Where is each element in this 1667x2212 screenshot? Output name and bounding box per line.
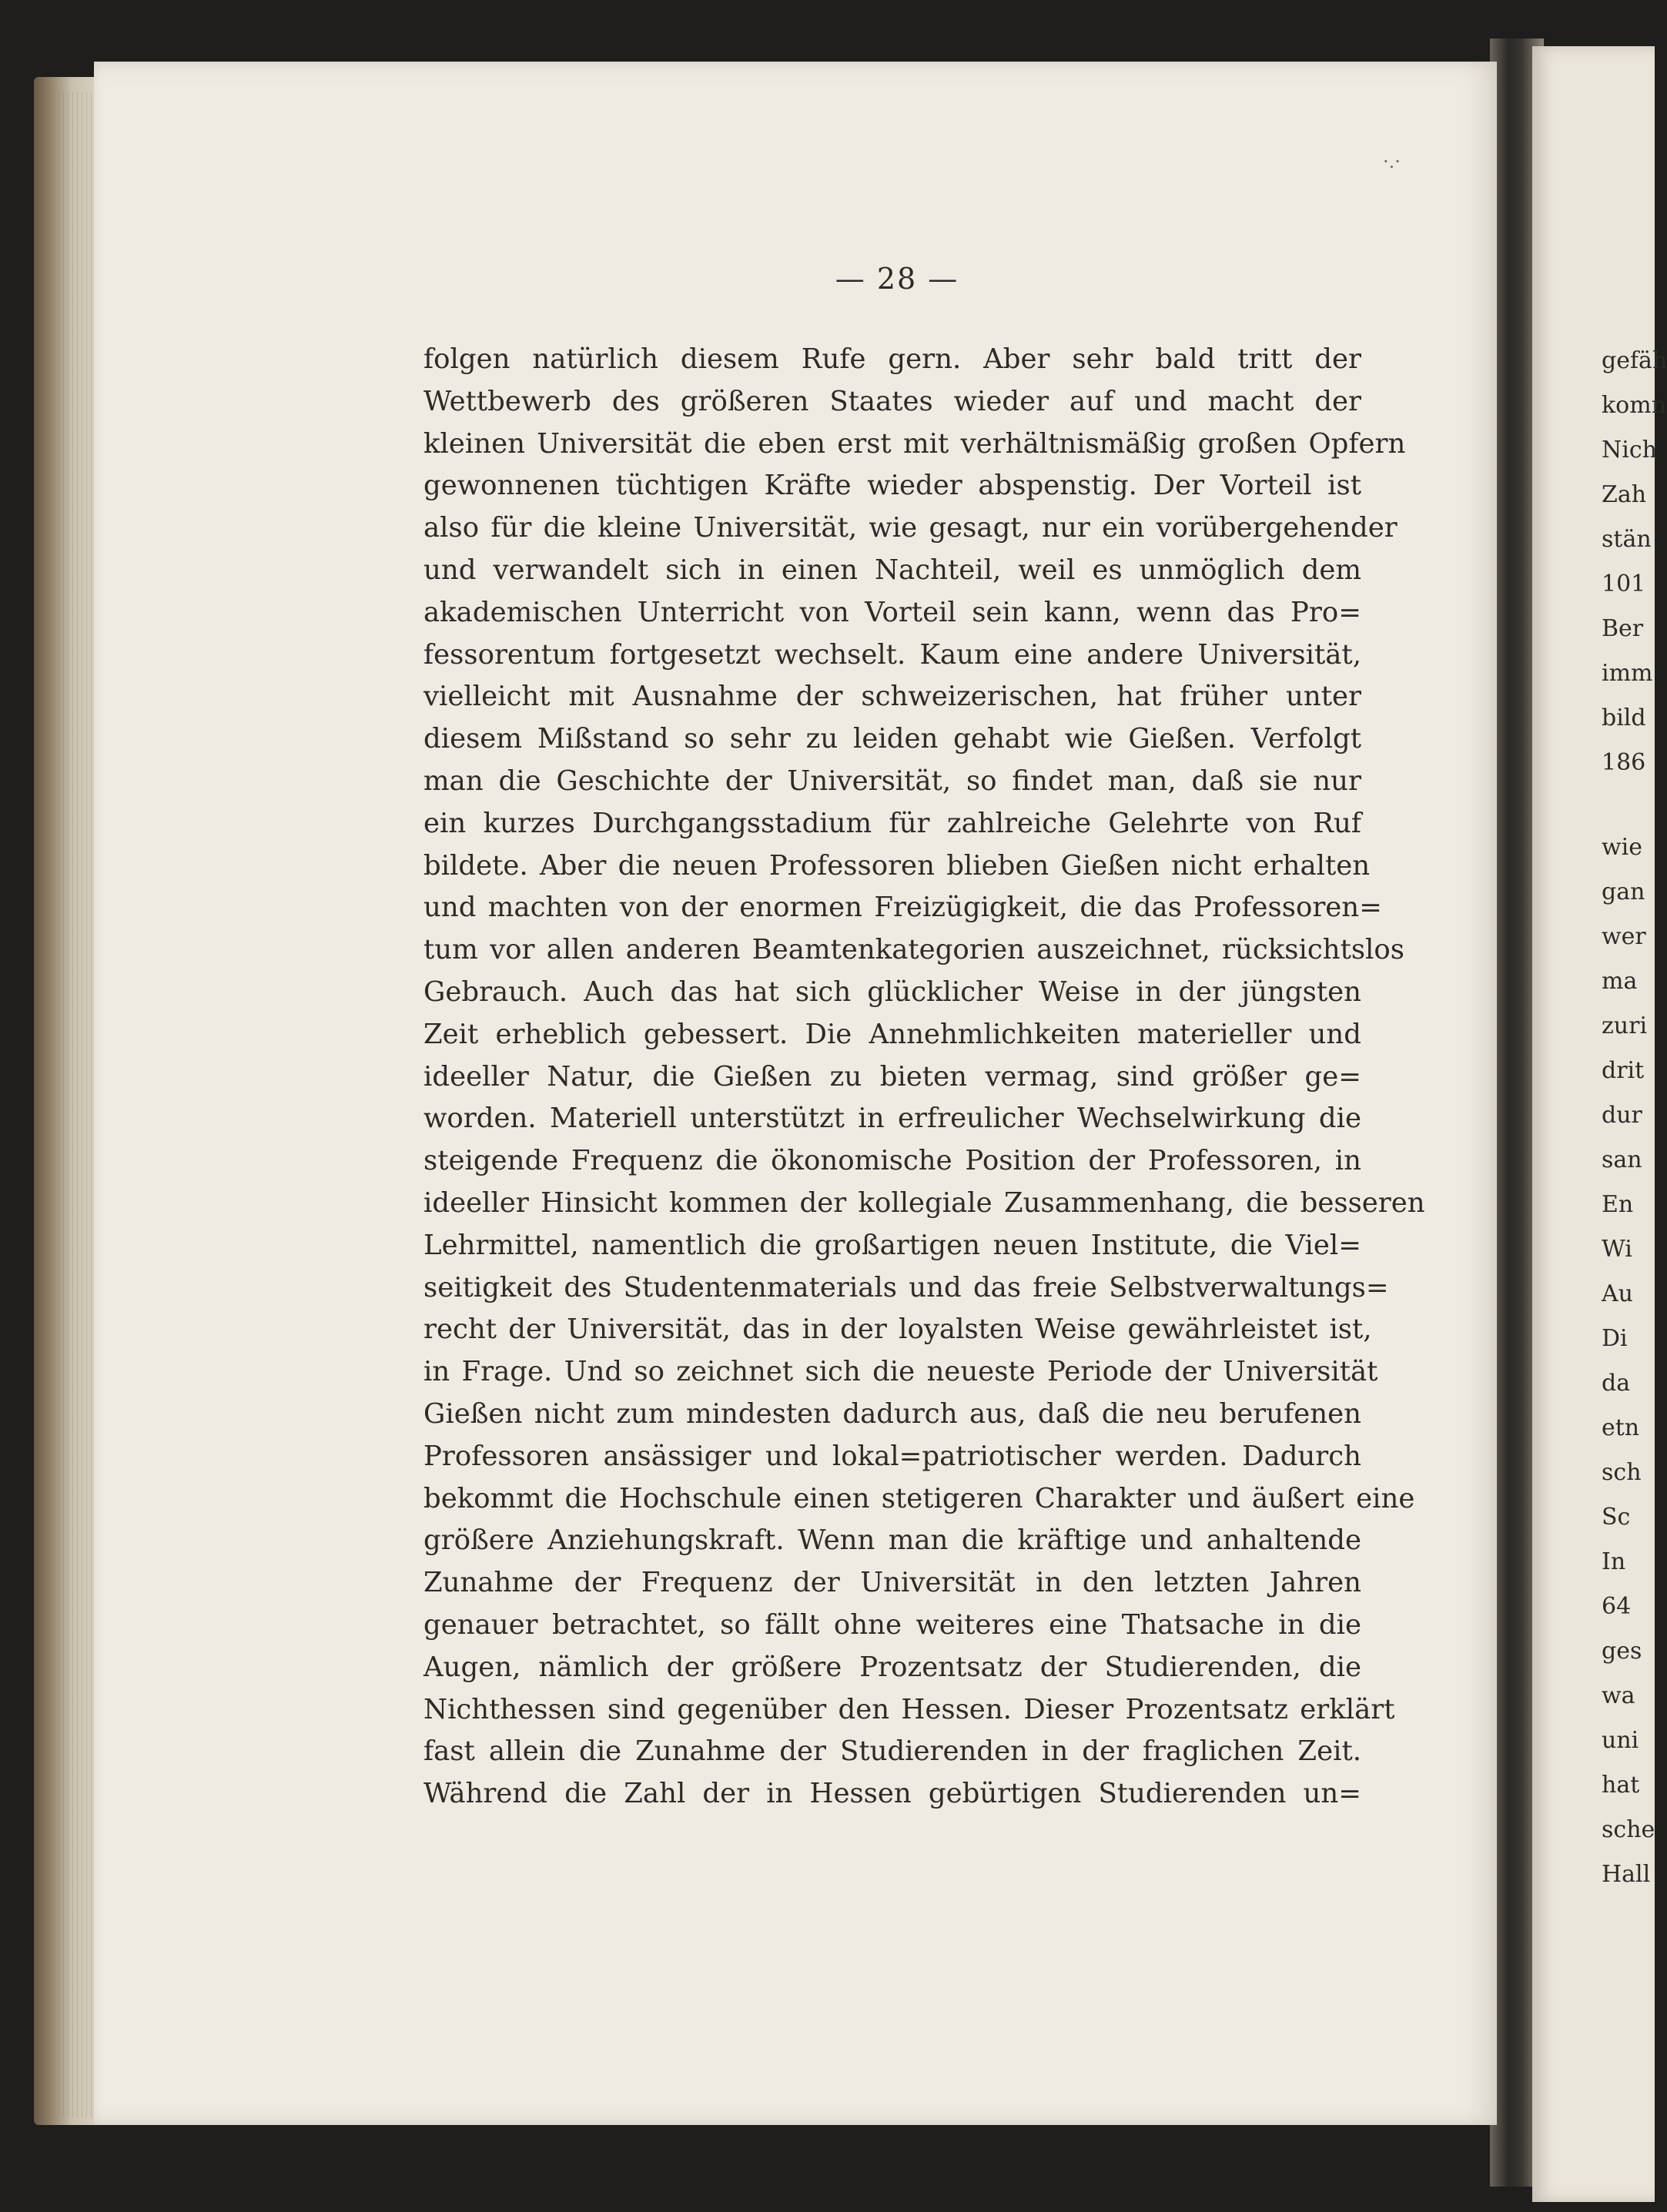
facing-fragment: 64	[1602, 1593, 1632, 1620]
facing-fragment: gefäh	[1602, 347, 1667, 374]
text-line: vielleicht mit Ausnahme der schweizerischen, hat früher unter	[423, 681, 1361, 713]
page-number: — 28 —	[835, 262, 959, 296]
text-line: Gebrauch. Auch das hat sich glücklicher Weise in der jüngsten	[423, 975, 1361, 1008]
facing-fragment: uni	[1602, 1727, 1639, 1754]
facing-fragment: sch	[1602, 1459, 1642, 1486]
text-line: akademischen Unterricht von Vorteil sein kann, wenn das Pro=	[423, 596, 1361, 628]
text-line: Nichthessen sind gegenüber den Hessen. Dieser Prozentsatz erklärt	[423, 1693, 1395, 1725]
text-line: Professoren ansässiger und lokal=patriotischer werden. Dadurch	[423, 1440, 1361, 1472]
text-line: man die Geschichte der Universität, so findet man, daß sie nur	[423, 765, 1361, 797]
facing-page-text-fragments	[1602, 339, 1667, 1897]
facing-fragment: da	[1602, 1370, 1631, 1397]
text-line: bekommt die Hochschule einen stetigeren Charakter und äußert eine	[423, 1482, 1415, 1514]
facing-fragment: san	[1602, 1146, 1642, 1173]
facing-fragment: dur	[1602, 1102, 1642, 1129]
facing-fragment: Nich	[1602, 437, 1657, 463]
facing-fragment: 101	[1602, 571, 1646, 597]
facing-fragment: ma	[1602, 968, 1638, 995]
text-line: steigende Frequenz die ökonomische Position der Professoren, in	[423, 1145, 1361, 1177]
text-line: fessorentum fortgesetzt wechselt. Kaum eine andere Universität,	[423, 638, 1361, 671]
text-line: bildete. Aber die neuen Professoren blieben Gießen nicht erhalten	[423, 849, 1371, 882]
text-line: diesem Mißstand so sehr zu leiden gehabt wie Gießen. Verfolgt	[423, 723, 1361, 755]
facing-fragment: wer	[1602, 923, 1646, 950]
text-line: seitigkeit des Studentenmaterials und das freie Selbstverwaltungs=	[423, 1271, 1389, 1303]
text-line: tum vor allen anderen Beamtenkategorien auszeichnet, rücksichtslos	[423, 934, 1405, 966]
text-line: recht der Universität, das in der loyalsten Weise gewährleistet ist,	[423, 1313, 1372, 1346]
facing-fragment: gan	[1602, 878, 1645, 905]
facing-fragment: stän	[1602, 526, 1652, 553]
text-line: Augen, nämlich der größere Prozentsatz der Studierenden, die	[423, 1651, 1361, 1683]
text-line: in Frage. Und so zeichnet sich die neueste Periode der Universität	[423, 1356, 1378, 1388]
facing-fragment: imm	[1602, 660, 1653, 687]
facing-fragment: etn	[1602, 1414, 1640, 1441]
facing-fragment: wa	[1602, 1682, 1635, 1709]
corner-mark: ·.·	[1383, 151, 1401, 172]
fragment-gap	[1602, 785, 1655, 825]
text-line: und verwandelt sich in einen Nachteil, weil es unmöglich dem	[423, 554, 1361, 586]
text-line: ein kurzes Durchgangsstadium für zahlreiche Gelehrte von Ruf	[423, 807, 1361, 839]
facing-fragment: ges	[1602, 1638, 1642, 1665]
facing-fragment: wie	[1602, 834, 1643, 861]
facing-fragment: Ber	[1602, 615, 1644, 642]
text-line: Während die Zahl der in Hessen gebürtigen Studierenden un=	[423, 1778, 1361, 1810]
text-line: ideeller Hinsicht kommen der kollegiale Zusammenhang, die besseren	[423, 1186, 1425, 1219]
text-line: folgen natürlich diesem Rufe gern. Aber sehr bald tritt der	[423, 343, 1361, 375]
text-line: ideeller Natur, die Gießen zu bieten vermag, sind größer ge=	[423, 1060, 1361, 1093]
text-line: und machten von der enormen Freizügigkeit, die das Professoren=	[423, 892, 1382, 924]
text-line: fast allein die Zunahme der Studierenden in der fraglichen Zeit.	[423, 1735, 1361, 1768]
text-line: Lehrmittel, namentlich die großartigen neuen Institute, die Viel=	[423, 1229, 1361, 1261]
text-line: Gießen nicht zum mindesten dadurch aus, daß die neu berufenen	[423, 1397, 1361, 1430]
facing-fragment: Wi	[1602, 1236, 1632, 1263]
facing-fragment: sche	[1602, 1816, 1655, 1843]
text-line: worden. Materiell unterstützt in erfreulicher Wechselwirkung die	[423, 1103, 1361, 1135]
facing-fragment: Di	[1602, 1325, 1628, 1352]
facing-fragment: Hall	[1602, 1861, 1651, 1888]
body-text	[423, 339, 1425, 1815]
text-line: Zeit erheblich gebessert. Die Annehmlichkeiten materieller und	[423, 1018, 1361, 1050]
text-line: gewonnenen tüchtigen Kräfte wieder abspenstig. Der Vorteil ist	[423, 470, 1361, 502]
facing-fragment: drit	[1602, 1057, 1645, 1084]
facing-fragment: bild	[1602, 704, 1646, 731]
facing-fragment: 186	[1602, 749, 1646, 776]
text-line: Wettbewerb des größeren Staates wieder auf und macht der	[423, 385, 1361, 417]
text-line: größere Anziehungskraft. Wenn man die kräftige und anhaltende	[423, 1524, 1361, 1557]
facing-fragment: Au	[1602, 1280, 1633, 1307]
facing-fragment: hat	[1602, 1772, 1640, 1799]
facing-fragment: komn	[1602, 392, 1667, 419]
text-line: kleinen Universität die eben erst mit verhältnismäßig großen Opfern	[423, 427, 1406, 460]
facing-fragment: In	[1602, 1548, 1626, 1575]
facing-fragment: Zah	[1602, 481, 1647, 508]
text-line: also für die kleine Universität, wie gesagt, nur ein vorübergehender	[423, 512, 1398, 544]
text-line: Zunahme der Frequenz der Universität in den letzten Jahren	[423, 1567, 1361, 1599]
facing-fragment: En	[1602, 1191, 1634, 1218]
facing-fragment: Sc	[1602, 1504, 1631, 1531]
facing-fragment: zuri	[1602, 1012, 1648, 1039]
text-line: genauer betrachtet, so fällt ohne weiteres eine Thatsache in die	[423, 1608, 1361, 1641]
